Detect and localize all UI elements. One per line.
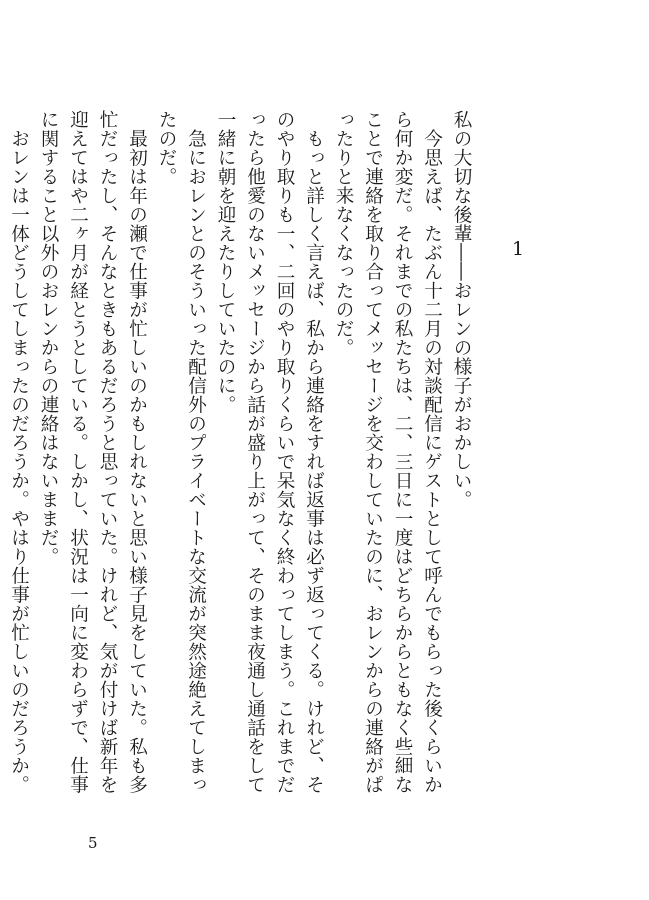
paragraph: 今思えば、たぶん十二月の対談配信にゲストとして呼んでもらった後くらいから何か変だ。それまでの私たちは、二、三日に一度はどちらからともなく些細なことで連絡を取り合ってメッセージを交わしていたのに、おレンからの連絡がぱったりと来なくなったのだ。 (333, 110, 443, 794)
paragraph: おレンは一体どうしてしまったのだろうか。やはり仕事が忙しいのだろうか。 (8, 128, 30, 794)
paragraph: 最初は年の瀬で仕事が忙しいのかもしれないと思い様子見をしていた。私も多忙だったし、そんなときもあるだろうと思っていた。けれど、気が付けば新年を迎えてはや二ヶ月が経とうとしている。しかし、状況は一向に変わらずで、仕事に関すること以外のおレンからの連絡はないままだ。 (38, 110, 148, 794)
paragraph: 急におレンとのそういった配信外のプライベートな交流が突然途絶えてしまったのだ。 (156, 110, 207, 794)
paragraph: 私の大切な後輩――おレンの様子がおかしい。 (451, 110, 472, 509)
page-number: 5 (88, 834, 98, 852)
chapter-number: 1 (511, 238, 525, 260)
body-text (0, 110, 476, 810)
paragraph: もっと詳しく言えば、私から連絡をすれば返事は必ず返ってくる。けれど、そのやり取りも一、二回のやり取りくらいで呆気なく終わってしまう。これまでだったら他愛のないメッセージから話が盛り上がって、そのまま夜通し通話をして一緒に朝を迎えたりしていたのに。 (215, 110, 325, 794)
